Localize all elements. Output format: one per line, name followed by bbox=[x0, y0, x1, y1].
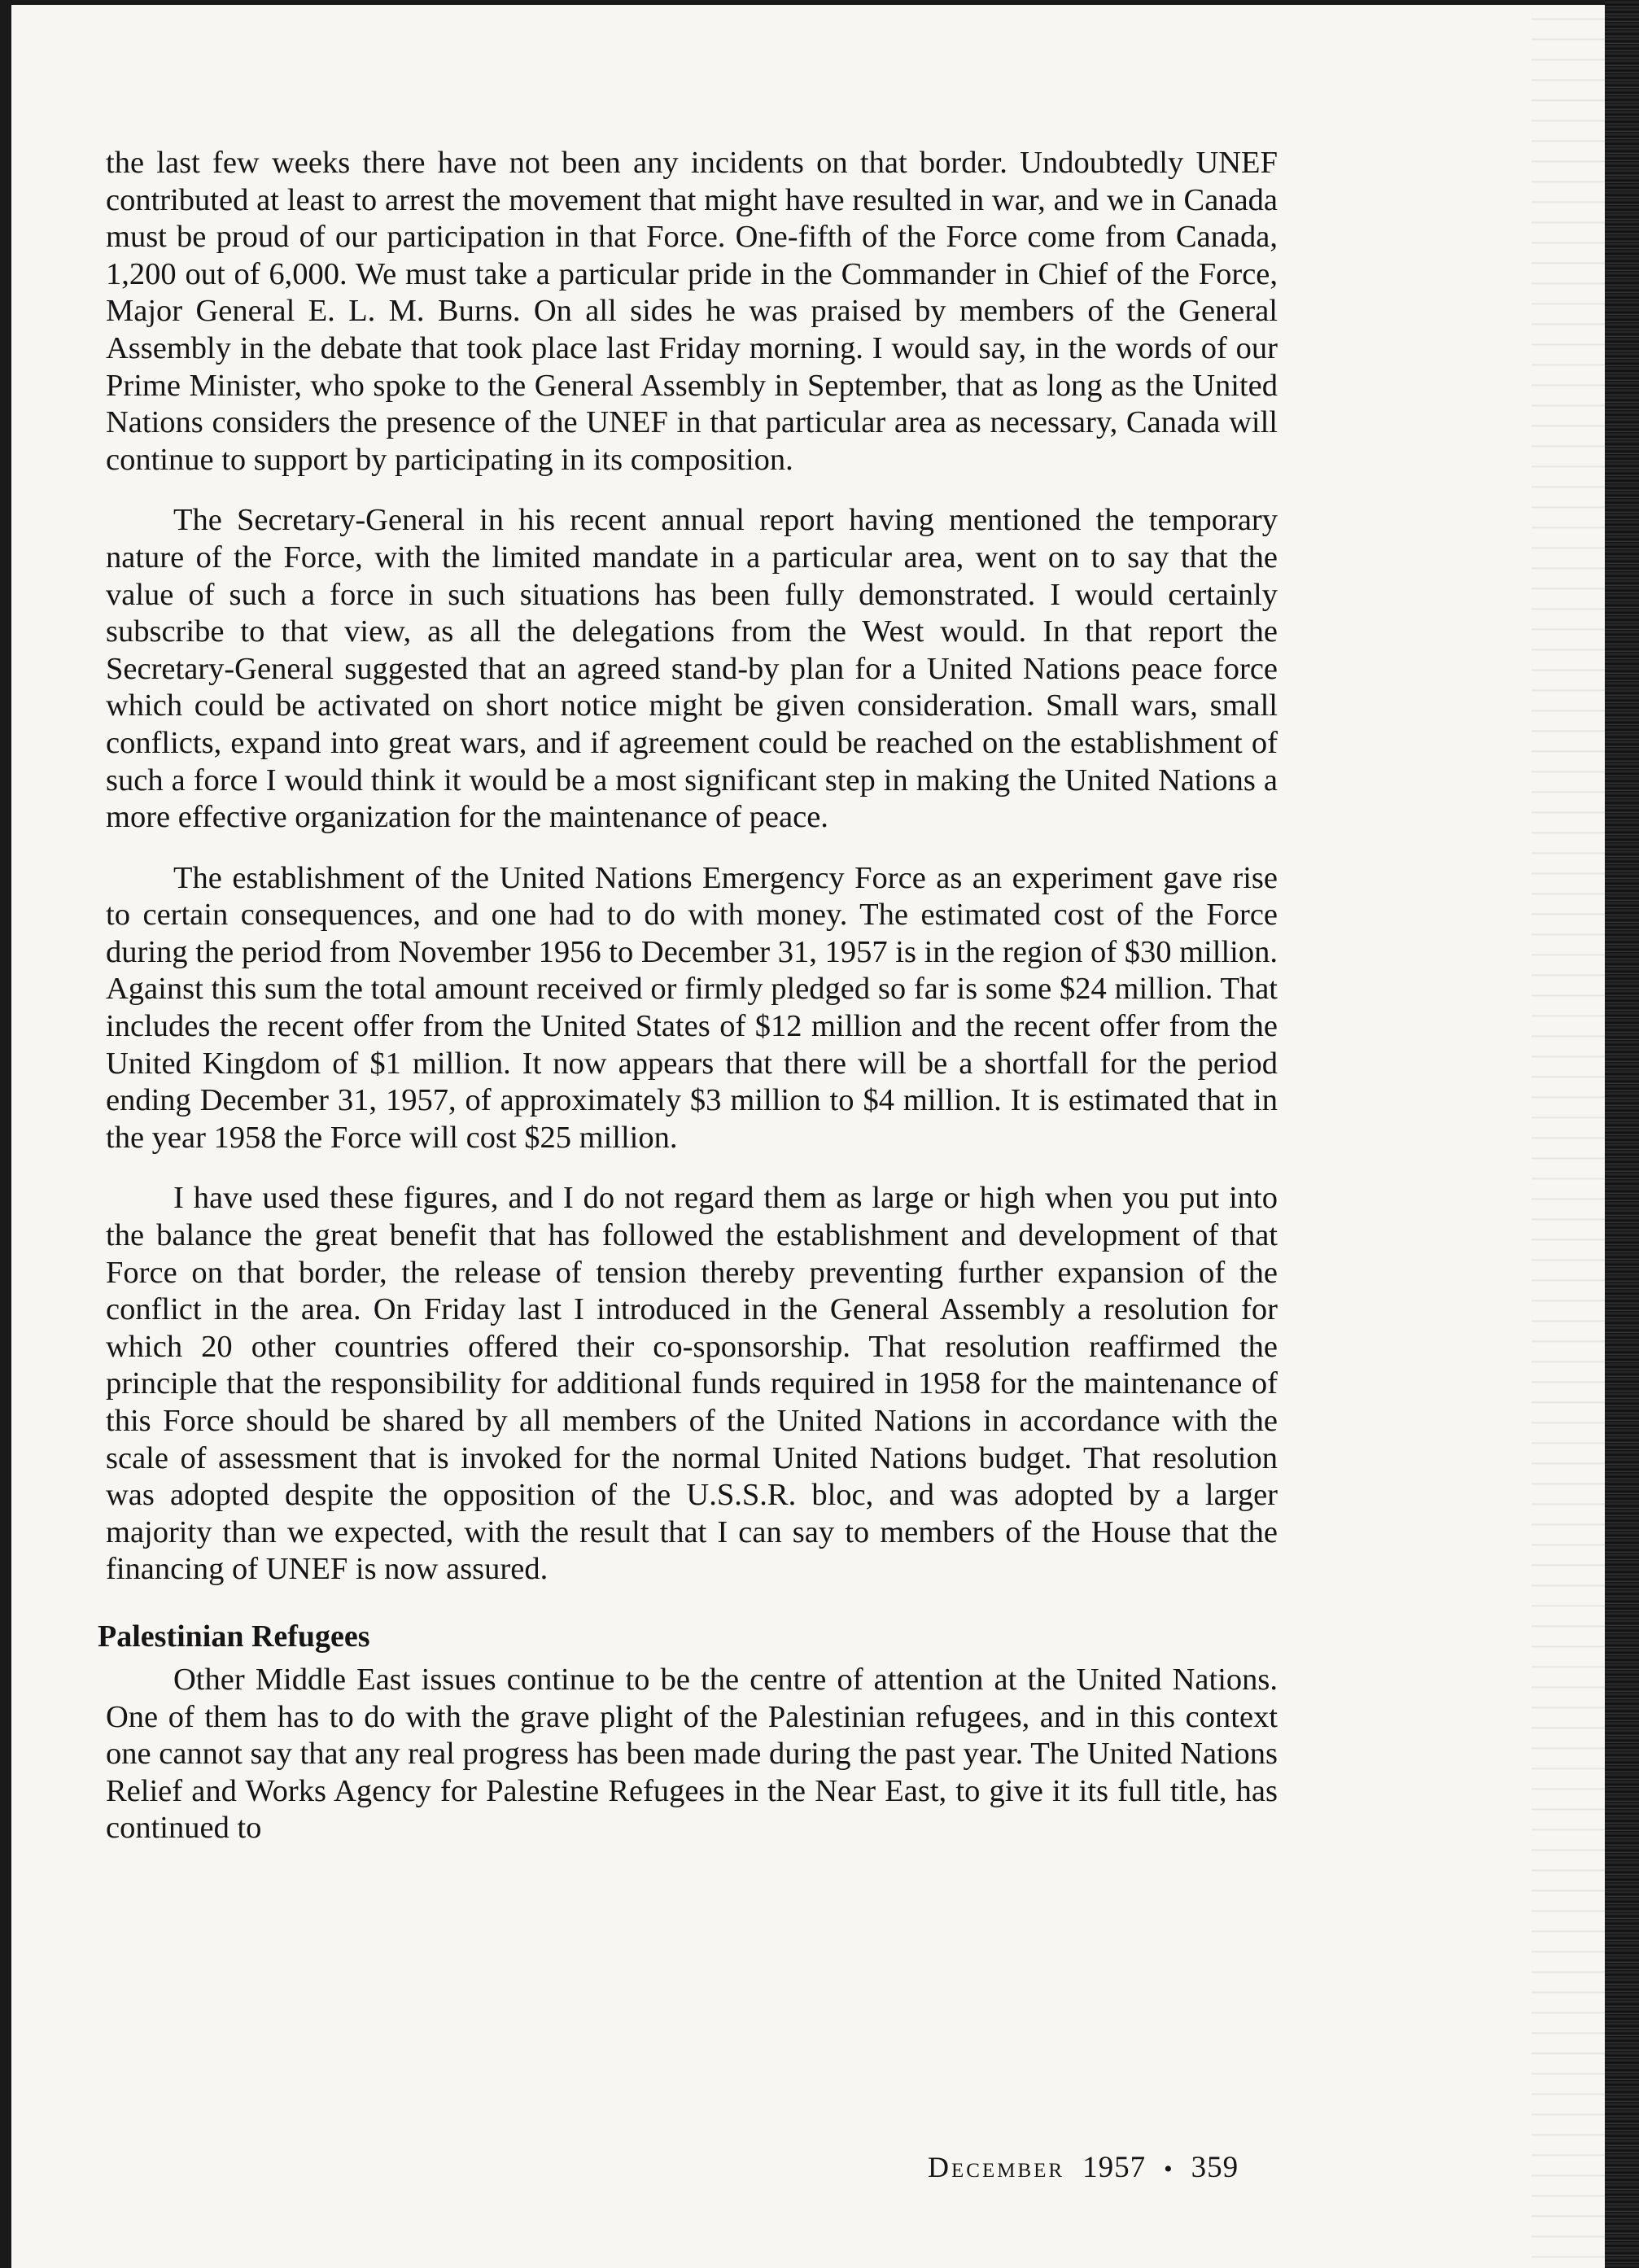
section-heading-palestinian-refugees: Palestinian Refugees bbox=[98, 1619, 370, 1654]
footer-separator-bullet: • bbox=[1164, 2156, 1174, 2183]
scan-left-border bbox=[0, 0, 11, 2268]
scan-margin-noise bbox=[1532, 0, 1605, 2268]
page-body bbox=[98, 145, 1278, 1871]
scan-right-border bbox=[1605, 0, 1639, 2268]
paragraph-force-financing-costs: The establishment of the United Nations Emergency Force as an experiment gave rise to certain consequences, and one had to do with money. The estimated cost of the Force during the period from November 1956 to December 31, 1957 is in the region of $30 million. Against this sum the total amount received or firmly pledged so far is some $24 million. That includes the recent offer from the United States of $12 million and the recent offer from the United Kingdom of $1 million. It now appears that there will be a shortfall for the period ending December 31, 1957, of approximately $3 million to $4 million. It is estimated that in the year 1958 the Force will cost $25 million. bbox=[106, 860, 1278, 1155]
paragraph-unef-contribution: the last few weeks there have not been any incidents on that border. Undoubtedly UNEF contributed at least to arrest the movement that might have resulted in war, and we in Canada must be proud of our participation in that Force. One-fifth of the Force come from Canada, 1,200 out of 6,000. We must take a particular pride in the Commander in Chief of the Force, Major General E. L. M. Burns. On all sides he was praised by members of the General Assembly in the debate that took place last Friday morning. I would say, in the words of our Prime Minister, who spoke to the General Assembly in September, that as long as the United Nations considers the presence of the UNEF in that particular area as necessary, Canada will continue to support by participating in its composition. bbox=[106, 146, 1278, 477]
footer-year: 1957 bbox=[1082, 2151, 1147, 2184]
paragraph-resolution-adopted: I have used these figures, and I do not regard them as large or high when you put into the balance the great benefit that has followed the establishment and development of that Force on that border, the release of tension thereby preventing further expansion of the conflict in the area. On Friday last I introduced in the General Assembly a resolution for which 20 other countries offered their co-sponsorship. That resolution reaffirmed the principle that the responsibility for additional funds required in 1958 for the maintenance of this Force should be shared by all members of the United Nations in accordance with the scale of assessment that is invoked for the normal United Nations budget. That resolution was adopted despite the opposition of the U.S.S.R. bloc, and was adopted by a larger majority than we expected, with the result that I can say to members of the House that the financing of UNEF is now assured. bbox=[106, 1181, 1278, 1587]
page-number: 359 bbox=[1191, 2151, 1239, 2184]
paragraph-secretary-general-report: The Secretary-General in his recent annual report having mentioned the temporary nature of the Force, with the limited mandate in a particular area, went on to say that the value of such a force in such situations has been fully demonstrated. I would certainly subscribe to that view, as all the delegations from the West would. In that report the Secretary-General suggested that an agreed stand-by plan for a United Nations peace force which could be activated on short notice might be given consideration. Small wars, small conflicts, expand into great wars, and if agreement could be reached on the establishment of such a force I would think it would be a most significant step in making the United Nations a more effective organization for the maintenance of peace. bbox=[106, 503, 1278, 835]
paragraph-palestinian-refugees: Other Middle East issues continue to be the centre of attention at the United Nations. One of them has to do with the grave plight of the Palestinian refugees, and in this context one cannot say that any real progress has been made during the past year. The United Nations Relief and Works Agency for Palestine Refugees in the Near East, to give it its full title, has continued to bbox=[106, 1662, 1278, 1846]
page-footer bbox=[928, 2148, 1343, 2188]
scan-top-border bbox=[0, 0, 1605, 5]
footer-month: December bbox=[928, 2151, 1065, 2183]
